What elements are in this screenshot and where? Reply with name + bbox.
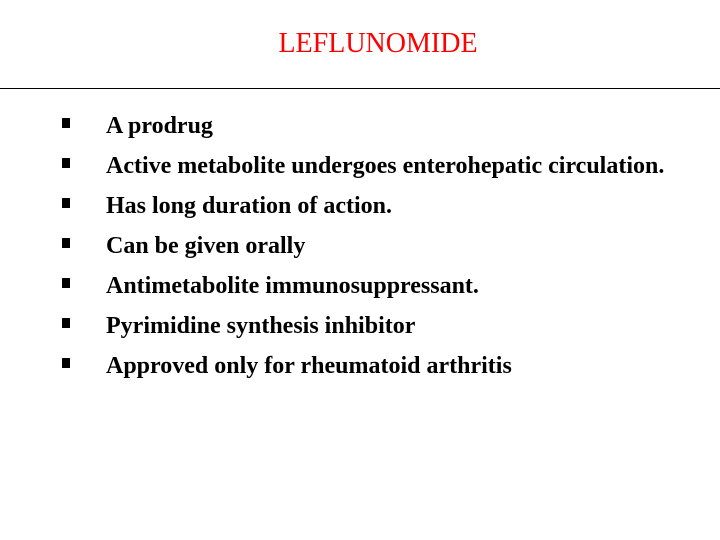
square-bullet-icon <box>62 198 70 208</box>
slide-title: LEFLUNOMIDE <box>278 28 478 59</box>
title-divider <box>0 88 720 89</box>
bullet-text: Active metabolite undergoes enterohepatic circulation. <box>106 153 665 179</box>
bullet-item <box>0 106 666 146</box>
square-bullet-icon <box>62 318 70 328</box>
square-bullet-icon <box>62 238 70 248</box>
bullet-text: A prodrug <box>106 113 213 139</box>
bullet-text: Pyrimidine synthesis inhibitor <box>106 313 416 339</box>
bullet-text: Approved only for rheumatoid arthritis <box>106 353 512 379</box>
bullet-item <box>0 226 666 266</box>
bullet-item <box>0 306 666 346</box>
bullet-item <box>0 186 666 226</box>
bullet-text: Antimetabolite immunosuppressant. <box>106 273 479 299</box>
bullet-text: Has long duration of action. <box>106 193 393 219</box>
bullet-item <box>0 266 666 306</box>
bullet-item <box>0 146 666 186</box>
bullet-item <box>0 346 666 386</box>
square-bullet-icon <box>62 158 70 168</box>
square-bullet-icon <box>62 118 70 128</box>
square-bullet-icon <box>62 278 70 288</box>
bullet-text: Can be given orally <box>106 233 306 259</box>
square-bullet-icon <box>62 358 70 368</box>
bullet-list <box>0 106 720 386</box>
